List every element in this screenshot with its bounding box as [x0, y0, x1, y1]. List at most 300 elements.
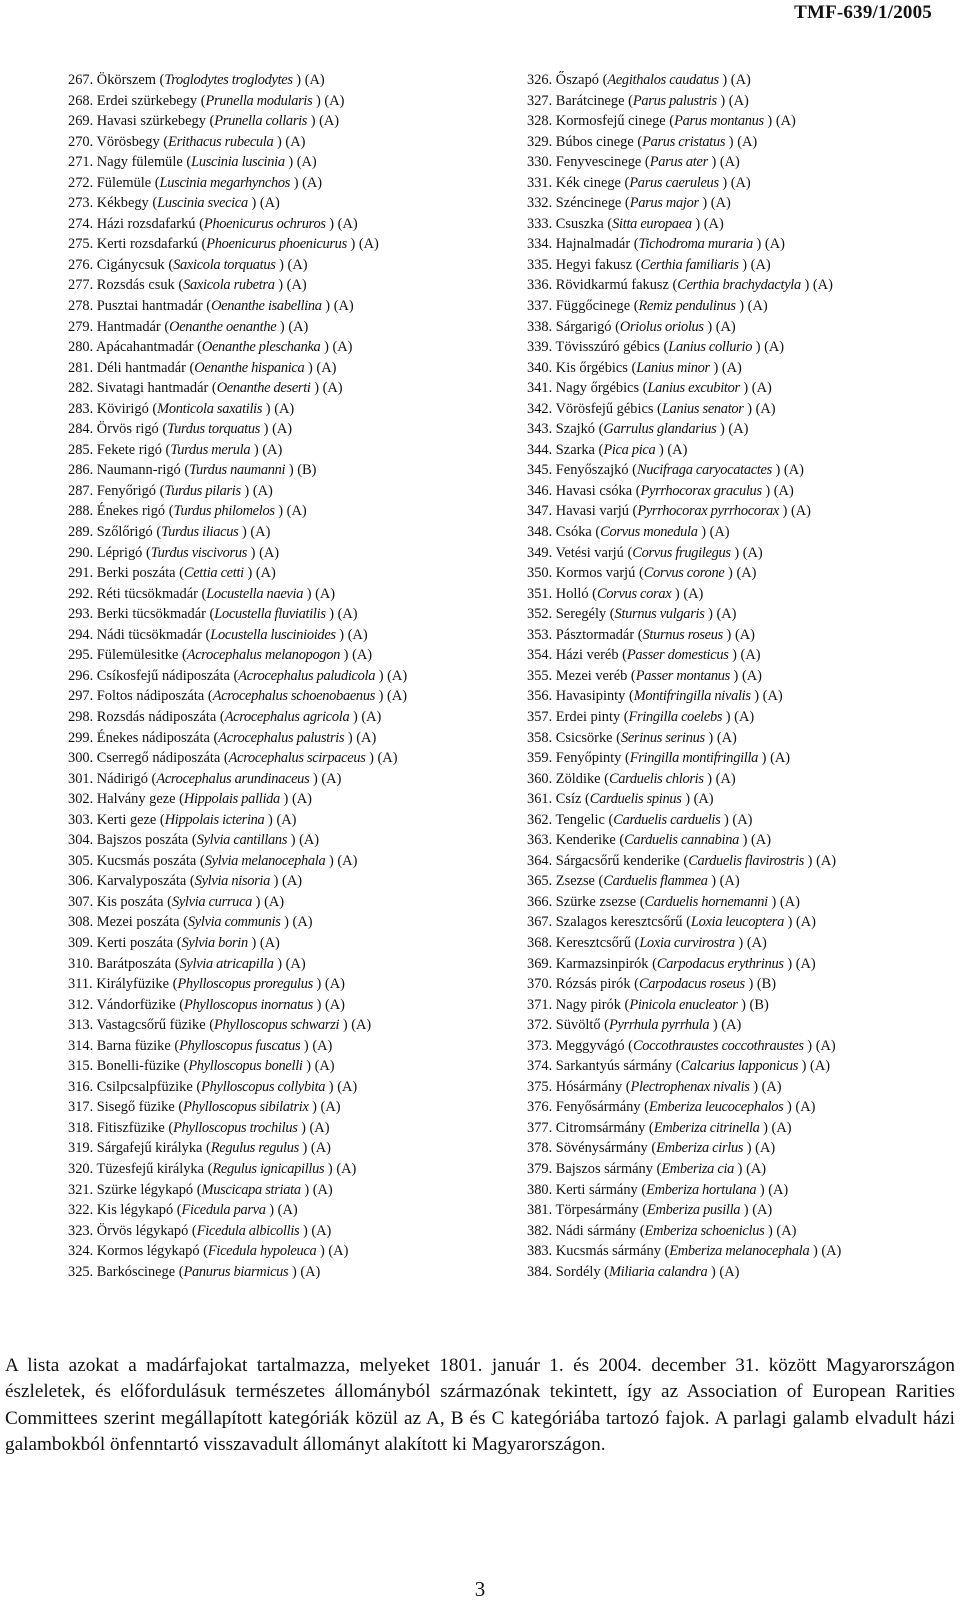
species-category: (A) — [361, 708, 382, 725]
species-entry: 332. Széncinege (Parus major ) (A) — [527, 195, 731, 212]
species-category: (A) — [300, 1263, 321, 1280]
species-entry: 293. Berki tücsökmadár (Locustella fluviatilis ) (A) — [68, 606, 358, 623]
species-number: 376. — [527, 1099, 553, 1116]
species-category: (A) — [795, 1099, 816, 1116]
species-hungarian-name: Kékbegy — [96, 195, 149, 212]
species-scientific-name: Prunella collaris — [214, 113, 308, 130]
species-category: (A) — [358, 236, 379, 253]
species-category: (A) — [755, 1140, 776, 1157]
species-entry: 314. Barna füzike (Phylloscopus fuscatus ) (A) — [68, 1037, 333, 1054]
species-number: 273. — [68, 195, 94, 212]
species-entry: 299. Énekes nádiposzáta (Acrocephalus palustris ) (A) — [68, 729, 377, 746]
species-category: (A) — [790, 503, 811, 520]
species-hungarian-name: Berki poszáta — [96, 565, 176, 582]
species-category: (A) — [719, 873, 740, 890]
species-scientific-name: Corvus corax — [596, 585, 672, 602]
species-category: (A) — [755, 400, 776, 417]
species-number: 270. — [68, 133, 94, 150]
species-number: 284. — [68, 421, 94, 438]
species-number: 314. — [68, 1037, 94, 1054]
species-hungarian-name: Naumann-rigó — [96, 462, 181, 479]
species-hungarian-name: Bajszos sármány — [555, 1160, 653, 1177]
species-category: (A) — [337, 852, 358, 869]
species-category: (A) — [716, 729, 737, 746]
species-scientific-name: Carpodacus erythrinus — [656, 955, 784, 972]
species-scientific-name: Sylvia communis — [187, 914, 281, 931]
species-entry: 374. Sarkantyús sármány (Calcarius lapponicus ) (A) — [527, 1058, 831, 1075]
species-category: (A) — [742, 544, 763, 561]
species-number: 331. — [527, 174, 553, 191]
species-number: 341. — [527, 380, 553, 397]
species-hungarian-name: Ökörszem — [96, 72, 156, 88]
species-scientific-name: Sylvia borin — [181, 934, 248, 951]
species-hungarian-name: Kerti rozsdafarkú — [96, 236, 198, 253]
species-category: (A) — [762, 688, 783, 705]
species-entry: 300. Cserregő nádiposzáta (Acrocephalus scirpaceus ) (A) — [68, 750, 398, 767]
species-number: 285. — [68, 441, 94, 458]
species-category: (A) — [730, 174, 751, 191]
species-number: 359. — [527, 750, 553, 767]
species-scientific-name: Oenanthe oenanthe — [169, 318, 277, 335]
species-number: 326. — [527, 72, 553, 88]
species-scientific-name: Plectrophenax nivalis — [630, 1078, 750, 1095]
species-number: 303. — [68, 811, 94, 828]
species-number: 304. — [68, 832, 94, 849]
species-category: (A) — [734, 626, 755, 643]
species-number: 349. — [527, 544, 553, 561]
species-scientific-name: Parus major — [629, 195, 699, 212]
species-scientific-name: Phoenicurus phoenicurus — [206, 236, 347, 253]
species-category: (A) — [314, 1058, 335, 1075]
species-scientific-name: Emberiza citrinella — [653, 1119, 760, 1136]
species-hungarian-name: Fülemüle — [96, 174, 152, 191]
species-entry: 363. Kenderike (Carduelis cannabina ) (A) — [527, 832, 771, 849]
species-hungarian-name: Halvány geze — [96, 791, 176, 808]
species-scientific-name: Emberiza melanocephala — [669, 1243, 810, 1260]
species-number: 344. — [527, 441, 553, 458]
species-hungarian-name: Törpesármány — [555, 1202, 639, 1219]
species-category: (A) — [312, 1181, 333, 1198]
species-number: 340. — [527, 359, 553, 376]
species-entry: 378. Sövénysármány (Emberiza cirlus ) (A) — [527, 1140, 776, 1157]
species-category: (A) — [316, 359, 337, 376]
species-number: 350. — [527, 565, 553, 582]
species-hungarian-name: Örvös légykapó — [96, 1222, 189, 1239]
species-entry: 344. Szarka (Pica pica ) (A) — [527, 441, 688, 458]
species-hungarian-name: Hantmadár — [96, 318, 161, 335]
species-scientific-name: Regulus ignicapillus — [212, 1160, 325, 1177]
species-category: (A) — [751, 832, 771, 849]
species-category: (A) — [333, 298, 354, 315]
species-scientific-name: Carpodacus roseus — [638, 976, 745, 993]
species-number: 384. — [527, 1263, 553, 1280]
species-number: 312. — [68, 996, 94, 1013]
species-category: (A) — [337, 215, 358, 232]
species-entry: 368. Keresztcsőrű (Loxia curvirostra ) (A) — [527, 934, 767, 951]
species-entry: 352. Seregély (Sturnus vulgaris ) (A) — [527, 606, 737, 623]
species-category: (A) — [746, 934, 767, 951]
species-entry: 269. Havasi szürkebegy (Prunella collaris ) (A) — [68, 113, 340, 130]
species-entry: 272. Fülemüle (Luscinia megarhynchos ) (A) — [68, 174, 323, 191]
species-scientific-name: Troglodytes troglodytes — [164, 72, 293, 88]
species-scientific-name: Tichodroma muraria — [638, 236, 753, 253]
species-scientific-name: Carduelis flammea — [603, 873, 708, 890]
species-category: (A) — [250, 524, 271, 541]
species-category: (A) — [775, 113, 796, 130]
species-category: (A) — [816, 852, 837, 869]
species-scientific-name: Turdus torquatus — [167, 421, 261, 438]
species-hungarian-name: Csuszka — [555, 215, 604, 232]
species-hungarian-name: Mezei poszáta — [96, 914, 180, 931]
species-category: (A) — [719, 154, 740, 171]
species-entry: 337. Függőcinege (Remiz pendulinus ) (A) — [527, 298, 768, 315]
species-number: 268. — [68, 92, 94, 109]
species-entry: 274. Házi rozsdafarkú (Phoenicurus ochruros ) (A) — [68, 215, 358, 232]
species-hungarian-name: Énekes rigó — [96, 503, 166, 520]
species-entry: 301. Nádirigó (Acrocephalus arundinaceus ) (A) — [68, 770, 342, 787]
species-scientific-name: Oenanthe hispanica — [194, 359, 305, 376]
species-scientific-name: Locustella naevia — [206, 585, 304, 602]
species-number: 353. — [527, 626, 553, 643]
species-number: 282. — [68, 380, 94, 397]
species-entry: 348. Csóka (Corvus monedula ) (A) — [527, 524, 730, 541]
species-category: (A) — [821, 1243, 842, 1260]
species-entry: 275. Kerti rozsdafarkú (Phoenicurus phoenicurus ) (A) — [68, 236, 379, 253]
species-scientific-name: Emberiza cirlus — [656, 1140, 744, 1157]
species-hungarian-name: Nádi tücsökmadár — [96, 626, 202, 643]
species-entry: 278. Pusztai hantmadár (Oenanthe isabellina ) (A) — [68, 298, 354, 315]
species-category: (A) — [751, 380, 772, 397]
species-category: (A) — [286, 277, 307, 294]
species-number: 290. — [68, 544, 94, 561]
species-scientific-name: Emberiza schoeniclus — [644, 1222, 765, 1239]
species-scientific-name: Cettia cetti — [183, 565, 244, 582]
species-number: 271. — [68, 154, 94, 171]
species-number: 380. — [527, 1181, 553, 1198]
species-category: (A) — [387, 667, 408, 684]
species-entry: 283. Kövirigó (Monticola saxatilis ) (A) — [68, 400, 295, 417]
species-number: 328. — [527, 113, 553, 130]
species-entry: 382. Nádi sármány (Emberiza schoeniclus ) (A) — [527, 1222, 797, 1239]
species-scientific-name: Sylvia cantillans — [196, 832, 288, 849]
species-entry: 362. Tengelic (Carduelis carduelis ) (A) — [527, 811, 753, 828]
species-number: 274. — [68, 215, 94, 232]
species-number: 354. — [527, 647, 553, 664]
species-category: (A) — [337, 1078, 358, 1095]
species-hungarian-name: Kerti geze — [96, 811, 157, 828]
species-hungarian-name: Rózsás pirók — [555, 976, 631, 993]
species-number: 368. — [527, 934, 553, 951]
species-category: (A) — [322, 380, 343, 397]
species-scientific-name: Fringilla coelebs — [628, 708, 723, 725]
species-entry: 349. Vetési varjú (Corvus frugilegus ) (A) — [527, 544, 763, 561]
species-number: 357. — [527, 708, 553, 725]
species-category: (A) — [815, 1037, 836, 1054]
species-entry: 325. Barkóscinege (Panurus biarmicus ) (A) — [68, 1263, 321, 1280]
species-scientific-name: Phylloscopus collybita — [201, 1078, 326, 1095]
species-scientific-name: Sylvia melanocephala — [204, 852, 326, 869]
species-scientific-name: Erithacus rubecula — [168, 133, 274, 150]
species-entry: 360. Zöldike (Carduelis chloris ) (A) — [527, 770, 736, 787]
species-number: 321. — [68, 1181, 94, 1198]
species-entry: 347. Havasi varjú (Pyrrhocorax pyrrhocorax ) (A) — [527, 503, 811, 520]
species-number: 277. — [68, 277, 94, 294]
species-entry: 321. Szürke légykapó (Muscicapa striata ) (A) — [68, 1181, 333, 1198]
species-hungarian-name: Kis poszáta — [96, 893, 164, 910]
species-number: 296. — [68, 667, 94, 684]
species-scientific-name: Sturnus vulgaris — [614, 606, 705, 623]
species-hungarian-name: Tüzesfejű királyka — [96, 1160, 205, 1177]
species-entry: 320. Tüzesfejű királyka (Regulus ignicapillus ) (A) — [68, 1160, 357, 1177]
footer-note: A lista azokat a madárfajokat tartalmazza, melyeket 1801. január 1. és 2004. december 31. között Magyarországon észleletek, és előfordulásuk természetes állományból származónak tekintett, így az Association of European Rarities Committees szerint megállapított kategóriák közül az A, B és C kategóriába tartozó fajok. A parlagi galamb elvadult házi galambokból önfenntartó visszavadult állományt alakított ki Magyarországon. — [5, 1355, 955, 1456]
species-hungarian-name: Csíz — [555, 791, 582, 808]
species-hungarian-name: Királyfüzike — [96, 976, 169, 993]
species-hungarian-name: Meggyvágó — [555, 1037, 625, 1054]
species-scientific-name: Turdus pilaris — [164, 482, 241, 499]
species-scientific-name: Lanius minor — [636, 359, 710, 376]
species-hungarian-name: Énekes nádiposzáta — [96, 729, 210, 746]
species-category: (A) — [728, 421, 749, 438]
species-category: (A) — [324, 92, 345, 109]
species-entry: 328. Kormosfejű cinege (Parus montanus ) (A) — [527, 113, 796, 130]
species-hungarian-name: Búbos cinege — [555, 133, 634, 150]
species-entry: 338. Sárgarigó (Oriolus oriolus ) (A) — [527, 318, 736, 335]
species-number: 342. — [527, 400, 553, 417]
species-hungarian-name: Barátcinege — [555, 92, 625, 109]
species-number: 360. — [527, 770, 553, 787]
species-hungarian-name: Foltos nádiposzáta — [96, 688, 205, 705]
species-scientific-name: Locustella fluviatilis — [214, 606, 326, 623]
species-hungarian-name: Holló — [555, 585, 589, 602]
species-hungarian-name: Fitiszfüzike — [96, 1119, 165, 1136]
species-hungarian-name: Kormos varjú — [555, 565, 636, 582]
species-category: (A) — [264, 893, 285, 910]
species-hungarian-name: Cserregő nádiposzáta — [96, 750, 221, 767]
species-entry: 357. Erdei pinty (Fringilla coelebs ) (A) — [527, 708, 755, 725]
species-entry: 371. Nagy pirók (Pinicola enucleator ) (B) — [527, 996, 769, 1013]
species-category: (A) — [324, 996, 345, 1013]
species-entry: 291. Berki poszáta (Cettia cetti ) (A) — [68, 565, 276, 582]
species-entry: 339. Tövisszúró gébics (Lanius collurio ) (A) — [527, 339, 785, 356]
species-category: (A) — [351, 1017, 372, 1034]
species-scientific-name: Acrocephalus paludicola — [238, 667, 376, 684]
species-category: (A) — [259, 544, 280, 561]
species-category: (A) — [315, 585, 336, 602]
species-hungarian-name: Pásztormadár — [555, 626, 635, 643]
species-entry: 312. Vándorfüzike (Phylloscopus inornatus ) (A) — [68, 996, 345, 1013]
species-entry: 310. Barátposzáta (Sylvia atricapilla ) (A) — [68, 955, 306, 972]
species-number: 305. — [68, 852, 94, 869]
species-hungarian-name: Csilpcsalpfüzike — [96, 1078, 193, 1095]
species-number: 319. — [68, 1140, 94, 1157]
species-entry: 340. Kis őrgébics (Lanius minor ) (A) — [527, 359, 742, 376]
species-hungarian-name: Kék cinege — [555, 174, 621, 191]
species-hungarian-name: Sisegő füzike — [96, 1099, 175, 1116]
species-category: (A) — [276, 811, 297, 828]
species-number: 334. — [527, 236, 553, 253]
species-entry: 268. Erdei szürkebegy (Prunella modularis ) (A) — [68, 92, 345, 109]
species-category: (A) — [324, 976, 345, 993]
species-entry: 353. Pásztormadár (Sturnus roseus ) (A) — [527, 626, 755, 643]
species-hungarian-name: Szürke légykapó — [96, 1181, 194, 1198]
species-scientific-name: Luscinia svecica — [157, 195, 248, 212]
species-entry: 351. Holló (Corvus corax ) (A) — [527, 585, 704, 602]
species-scientific-name: Carduelis spinus — [589, 791, 682, 808]
species-number: 382. — [527, 1222, 553, 1239]
species-entry: 375. Hósármány (Plectrophenax nivalis ) (A) — [527, 1078, 782, 1095]
species-category: (A) — [312, 1037, 333, 1054]
species-number: 372. — [527, 1017, 553, 1034]
species-hungarian-name: Csóka — [555, 524, 592, 541]
species-entry: 335. Hegyi fakusz (Certhia familiaris ) (A) — [527, 256, 771, 273]
species-list-left — [68, 70, 518, 1282]
species-scientific-name: Sylvia atricapilla — [179, 955, 274, 972]
species-category: (A) — [288, 318, 309, 335]
species-scientific-name: Muscicapa striata — [201, 1181, 301, 1198]
species-hungarian-name: Fenyvescinege — [555, 154, 642, 171]
species-entry: 289. Szőlőrigó (Turdus iliacus ) (A) — [68, 524, 271, 541]
species-scientific-name: Carduelis flavirostris — [688, 852, 805, 869]
species-number: 335. — [527, 256, 553, 273]
species-number: 355. — [527, 667, 553, 684]
species-entry: 323. Örvös légykapó (Ficedula albicollis ) (A) — [68, 1222, 332, 1239]
species-category: (A) — [734, 708, 755, 725]
species-category: (A) — [795, 914, 816, 931]
species-category: (A) — [282, 873, 303, 890]
species-entry: 279. Hantmadár (Oenanthe oenanthe ) (A) — [68, 318, 309, 335]
species-entry: 381. Törpesármány (Emberiza pusilla ) (A) — [527, 1202, 773, 1219]
species-entry: 281. Déli hantmadár (Oenanthe hispanica ) (A) — [68, 359, 337, 376]
species-category: (A) — [728, 92, 749, 109]
species-entry: 329. Búbos cinege (Parus cristatus ) (A) — [527, 133, 758, 150]
species-hungarian-name: Örvös rigó — [96, 421, 159, 438]
species-hungarian-name: Barna füzike — [96, 1037, 171, 1054]
species-category: (A) — [776, 1222, 797, 1239]
species-entry: 342. Vörösfejű gébics (Lanius senator ) (A) — [527, 400, 776, 417]
species-number: 377. — [527, 1119, 553, 1136]
species-number: 373. — [527, 1037, 553, 1054]
species-hungarian-name: Szajkó — [555, 421, 595, 438]
species-scientific-name: Oenanthe deserti — [216, 380, 311, 397]
species-hungarian-name: Pusztai hantmadár — [96, 298, 203, 315]
species-scientific-name: Nucifraga caryocatactes — [636, 462, 772, 479]
species-hungarian-name: Nagy fülemüle — [96, 154, 183, 171]
species-hungarian-name: Vörösbegy — [96, 133, 160, 150]
species-number: 333. — [527, 215, 553, 232]
species-entry: 313. Vastagcsőrű füzike (Phylloscopus schwarzi ) (A) — [68, 1017, 372, 1034]
species-scientific-name: Corvus corone — [643, 565, 725, 582]
species-category: (A) — [299, 832, 320, 849]
species-entry: 315. Bonelli-füzike (Phylloscopus bonelli ) (A) — [68, 1058, 335, 1075]
species-number: 306. — [68, 873, 94, 890]
species-number: 311. — [68, 976, 93, 993]
species-category: (A) — [337, 606, 358, 623]
species-entry: 383. Kucsmás sármány (Emberiza melanocephala ) (A) — [527, 1243, 842, 1260]
species-entry: 307. Kis poszáta (Sylvia curruca ) (A) — [68, 893, 285, 910]
species-entry: 330. Fenyvescinege (Parus ater ) (A) — [527, 154, 740, 171]
species-category: (A) — [740, 647, 761, 664]
species-scientific-name: Phylloscopus proregulus — [177, 976, 313, 993]
species-category: (A) — [259, 195, 280, 212]
species-number: 346. — [527, 482, 553, 499]
species-scientific-name: Ficedula albicollis — [196, 1222, 300, 1239]
species-hungarian-name: Vetési varjú — [555, 544, 624, 561]
species-entry: 319. Sárgafejű királyka (Regulus regulus ) (A) — [68, 1140, 331, 1157]
species-entry: 277. Rozsdás csuk (Saxicola rubetra ) (A) — [68, 277, 307, 294]
species-scientific-name: Acrocephalus agricola — [224, 708, 350, 725]
species-category: (A) — [709, 524, 730, 541]
species-scientific-name: Carduelis chloris — [608, 770, 704, 787]
species-scientific-name: Regulus regulus — [210, 1140, 299, 1157]
species-scientific-name: Loxia curvirostra — [639, 934, 735, 951]
species-hungarian-name: Nádi sármány — [555, 1222, 637, 1239]
species-hungarian-name: Fenyőszajkó — [555, 462, 629, 479]
species-category: (A) — [262, 441, 283, 458]
species-category: (B) — [756, 976, 777, 993]
species-scientific-name: Phylloscopus trochilus — [173, 1119, 298, 1136]
species-entry: 303. Kerti geze (Hippolais icterina ) (A) — [68, 811, 297, 828]
species-category: (A) — [321, 770, 342, 787]
species-scientific-name: Parus caeruleus — [629, 174, 719, 191]
species-scientific-name: Phoenicurus ochruros — [203, 215, 326, 232]
species-number: 297. — [68, 688, 94, 705]
species-number: 293. — [68, 606, 94, 623]
species-scientific-name: Miliaria calandra — [608, 1263, 708, 1280]
species-category: (A) — [274, 400, 295, 417]
species-category: (A) — [332, 339, 353, 356]
species-hungarian-name: Barkóscinege — [96, 1263, 176, 1280]
species-entry: 270. Vörösbegy (Erithacus rubecula ) (A) — [68, 133, 306, 150]
species-scientific-name: Carduelis carduelis — [613, 811, 721, 828]
species-hungarian-name: Házi rozsdafarkú — [96, 215, 196, 232]
species-scientific-name: Luscinia megarhynchos — [159, 174, 291, 191]
species-hungarian-name: Seregély — [555, 606, 607, 623]
species-category: (B) — [297, 462, 317, 479]
species-hungarian-name: Léprigó — [96, 544, 143, 561]
species-category: (A) — [764, 339, 785, 356]
species-scientific-name: Turdus merula — [170, 441, 251, 458]
species-hungarian-name: Sárgarigó — [555, 318, 612, 335]
species-category: (A) — [310, 1140, 331, 1157]
species-hungarian-name: Fülemülesitke — [96, 647, 179, 664]
species-hungarian-name: Zöldike — [555, 770, 601, 787]
species-hungarian-name: Szarka — [555, 441, 595, 458]
species-category: (A) — [336, 1160, 357, 1177]
species-number: 313. — [68, 1017, 94, 1034]
species-number: 336. — [527, 277, 553, 294]
species-entry: 341. Nagy őrgébics (Lanius excubitor ) (A) — [527, 380, 772, 397]
species-entry: 350. Kormos varjú (Corvus corone ) (A) — [527, 565, 757, 582]
species-scientific-name: Corvus frugilegus — [632, 544, 731, 561]
species-number: 283. — [68, 400, 94, 417]
species-category: (A) — [795, 955, 816, 972]
species-scientific-name: Pyrrhocorax graculus — [640, 482, 762, 499]
species-number: 300. — [68, 750, 94, 767]
species-category: (A) — [736, 565, 757, 582]
species-number: 318. — [68, 1119, 94, 1136]
species-number: 288. — [68, 503, 94, 520]
species-entry: 290. Léprigó (Turdus viscivorus ) (A) — [68, 544, 280, 561]
species-category: (A) — [770, 750, 791, 767]
species-number: 366. — [527, 893, 553, 910]
species-entry: 345. Fenyőszajkó (Nucifraga caryocatactes ) (A) — [527, 462, 804, 479]
species-scientific-name: Turdus iliacus — [161, 524, 239, 541]
species-entry: 343. Szajkó (Garrulus glandarius ) (A) — [527, 421, 749, 438]
species-scientific-name: Luscinia luscinia — [191, 154, 285, 171]
species-number: 327. — [527, 92, 553, 109]
species-entry: 356. Havasipinty (Montifringilla nivalis ) (A) — [527, 688, 783, 705]
species-entry: 379. Bajszos sármány (Emberiza cia ) (A) — [527, 1160, 767, 1177]
